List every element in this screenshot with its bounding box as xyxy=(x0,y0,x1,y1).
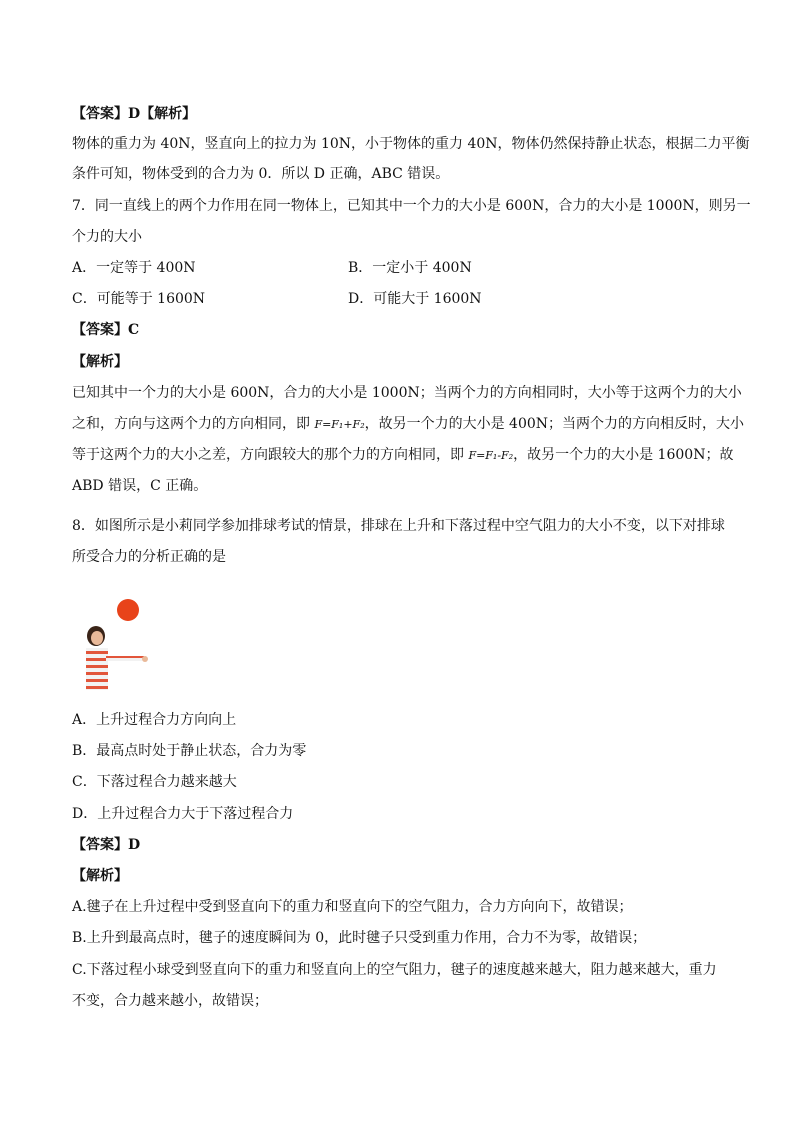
q7-analysis-text: 已知其中一个力的大小是 600N，合力的大小是 1000N；当两个力的方向相同时，大小等于这两个力的大小 xyxy=(72,385,742,401)
shirt-stripe xyxy=(86,658,108,661)
answer-line-q6: 【答案】D【解析】 xyxy=(72,106,197,122)
formula: F=F₁-F₂ xyxy=(468,449,514,462)
q8-analysis-text: A.毽子在上升过程中受到竖直向下的重力和竖直向下的空气阻力，合力方向向下，故错误； xyxy=(72,899,633,915)
q7-option-a: A．一定等于 400N xyxy=(72,260,196,276)
q7-analysis-label: 【解析】 xyxy=(72,354,128,370)
q7-analysis-text xyxy=(72,445,733,466)
shirt-stripe xyxy=(86,679,108,682)
q7-analysis-text: ABD 错误，C 正确。 xyxy=(72,478,208,494)
q8-analysis-text: 不变，合力越来越小，故错误； xyxy=(72,993,268,1009)
question-7-stem: 个力的大小 xyxy=(72,229,142,245)
shirt-stripe xyxy=(86,686,108,689)
text-segment: ，故另一个力的大小是 1600N；故 xyxy=(513,447,734,463)
q8-option-d: D．上升过程合力大于下落过程合力 xyxy=(72,806,294,822)
q8-analysis-text: C.下落过程小球受到竖直向下的重力和竖直向上的空气阻力，毽子的速度越来越大，阻力越来越大，重力 xyxy=(72,962,717,978)
shirt-stripe xyxy=(86,665,108,668)
q8-option-a: A．上升过程合力方向向上 xyxy=(72,712,237,728)
volleyball-student-illustration xyxy=(82,598,148,698)
text-segment: ，故另一个力的大小是 400N；当两个力的方向相反时，大小 xyxy=(364,416,745,432)
analysis-text: 物体的重力为 40N，竖直向上的拉力为 10N，小于物体的重力 40N，物体仍然保持静止状态，根据二力平衡 xyxy=(72,136,750,152)
q8-option-c: C．下落过程合力越来越大 xyxy=(72,774,237,790)
q7-option-b: B．一定小于 400N xyxy=(348,260,472,276)
formula: F=F₁+F₂ xyxy=(314,418,365,431)
shirt xyxy=(86,648,108,690)
q8-answer: 【答案】D xyxy=(72,837,141,853)
arm-stripe xyxy=(106,656,144,658)
text-segment: 之和，方向与这两个力的方向相同，即 xyxy=(72,416,315,432)
q7-option-c: C．可能等于 1600N xyxy=(72,291,206,307)
q8-analysis-label: 【解析】 xyxy=(72,868,128,884)
volleyball xyxy=(117,599,139,621)
hands xyxy=(142,656,148,662)
q7-analysis-text xyxy=(72,414,744,435)
analysis-text: 条件可知，物体受到的合力为 0．所以 D 正确，ABC 错误。 xyxy=(72,166,450,182)
text-segment: 等于这两个力的大小之差，方向跟较大的那个力的方向相同，即 xyxy=(72,447,469,463)
face xyxy=(91,631,103,645)
shirt-stripe xyxy=(86,672,108,675)
q8-analysis-text: B.上升到最高点时，毽子的速度瞬间为 0，此时毽子只受到重力作用，合力不为零，故错误； xyxy=(72,930,647,946)
question-7-stem: 7．同一直线上的两个力作用在同一物体上，已知其中一个力的大小是 600N，合力的大小是 1000N，则另一 xyxy=(72,198,751,214)
question-8-stem: 8．如图所示是小莉同学参加排球考试的情景，排球在上升和下落过程中空气阻力的大小不变，以下对排球 xyxy=(72,518,725,534)
q7-option-d: D．可能大于 1600N xyxy=(348,291,482,307)
q8-option-b: B．最高点时处于静止状态，合力为零 xyxy=(72,743,307,759)
q7-answer: 【答案】C xyxy=(72,322,140,338)
shirt-stripe xyxy=(86,651,108,654)
question-8-stem: 所受合力的分析正确的是 xyxy=(72,549,226,565)
